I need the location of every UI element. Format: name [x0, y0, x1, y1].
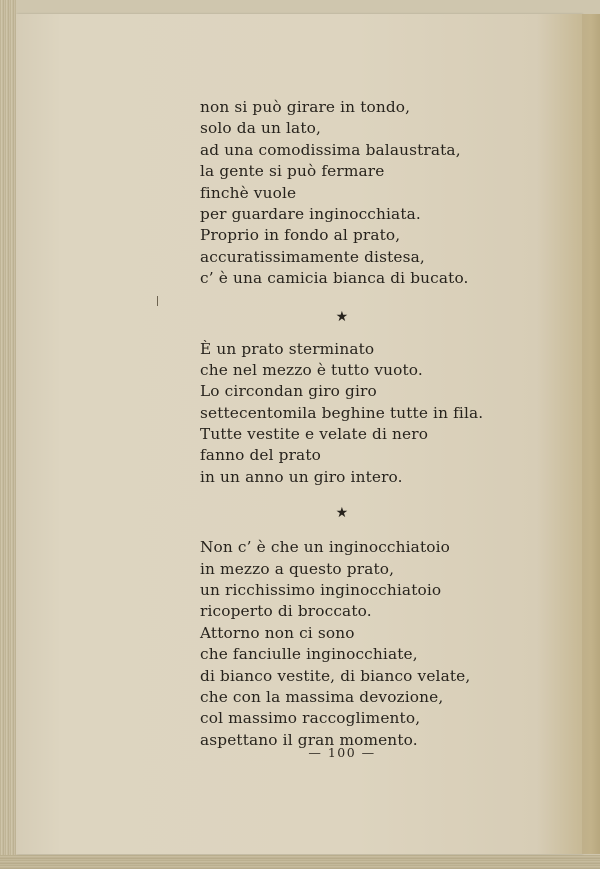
verse-line: Attorno non ci sono	[200, 623, 355, 642]
verse-line: un ricchissimo inginocchiatoio	[200, 581, 442, 600]
star-separator-icon: ★	[335, 308, 349, 325]
verse-line: che con la massima devozione,	[200, 687, 444, 706]
verse-line: che fanciulle inginocchiate,	[200, 645, 418, 664]
verse-line: la gente si può fermare	[200, 162, 385, 181]
stanza-2	[200, 339, 500, 489]
verse-line: settecentomila beghine tutte in fila.	[200, 403, 484, 422]
verse-line: fanno del prato	[200, 446, 321, 465]
verse-line: Non c’ è che un inginocchiatoio	[200, 538, 451, 557]
verse-line: aspettano il gran momento.	[200, 730, 418, 749]
star-separator-icon: ★	[335, 505, 349, 522]
verse-line: Tutte vestite e velate di nero	[200, 425, 429, 444]
page-number: — 100 —	[308, 745, 376, 760]
page-stack-edge	[0, 0, 16, 869]
verse-line: ad una comodissima balaustrata,	[200, 140, 461, 159]
stanza-3	[200, 537, 500, 751]
verse-line: c’ è una camicia bianca di bucato.	[200, 269, 469, 288]
verse-line: Proprio in fondo al prato,	[200, 226, 401, 245]
verse-line: che nel mezzo è tutto vuoto.	[200, 360, 423, 379]
verse-line: per guardare inginocchiata.	[200, 204, 421, 223]
stanza-1	[200, 97, 500, 290]
verse-line: in un anno un giro intero.	[200, 467, 403, 486]
verse-line: di bianco vestite, di bianco velate,	[200, 666, 471, 685]
verse-line: finchè vuole	[200, 183, 297, 202]
verse-line: È un prato sterminato	[200, 339, 375, 358]
verse-line: non si può girare in tondo,	[200, 98, 411, 116]
page-stack-bottom-edge	[0, 855, 600, 869]
verse-line: col massimo raccoglimento,	[200, 709, 421, 728]
verse-line: Lo circondan giro giro	[200, 382, 377, 401]
verse-line: ricoperto di broccato.	[200, 602, 372, 621]
verse-line: accuratissimamente distesa,	[200, 247, 425, 266]
verse-line: solo da un lato,	[200, 119, 321, 138]
verse-line: in mezzo a questo prato,	[200, 559, 395, 578]
page-right-margin-stain	[582, 14, 600, 854]
poem-body	[200, 97, 500, 751]
margin-mark	[157, 296, 158, 306]
